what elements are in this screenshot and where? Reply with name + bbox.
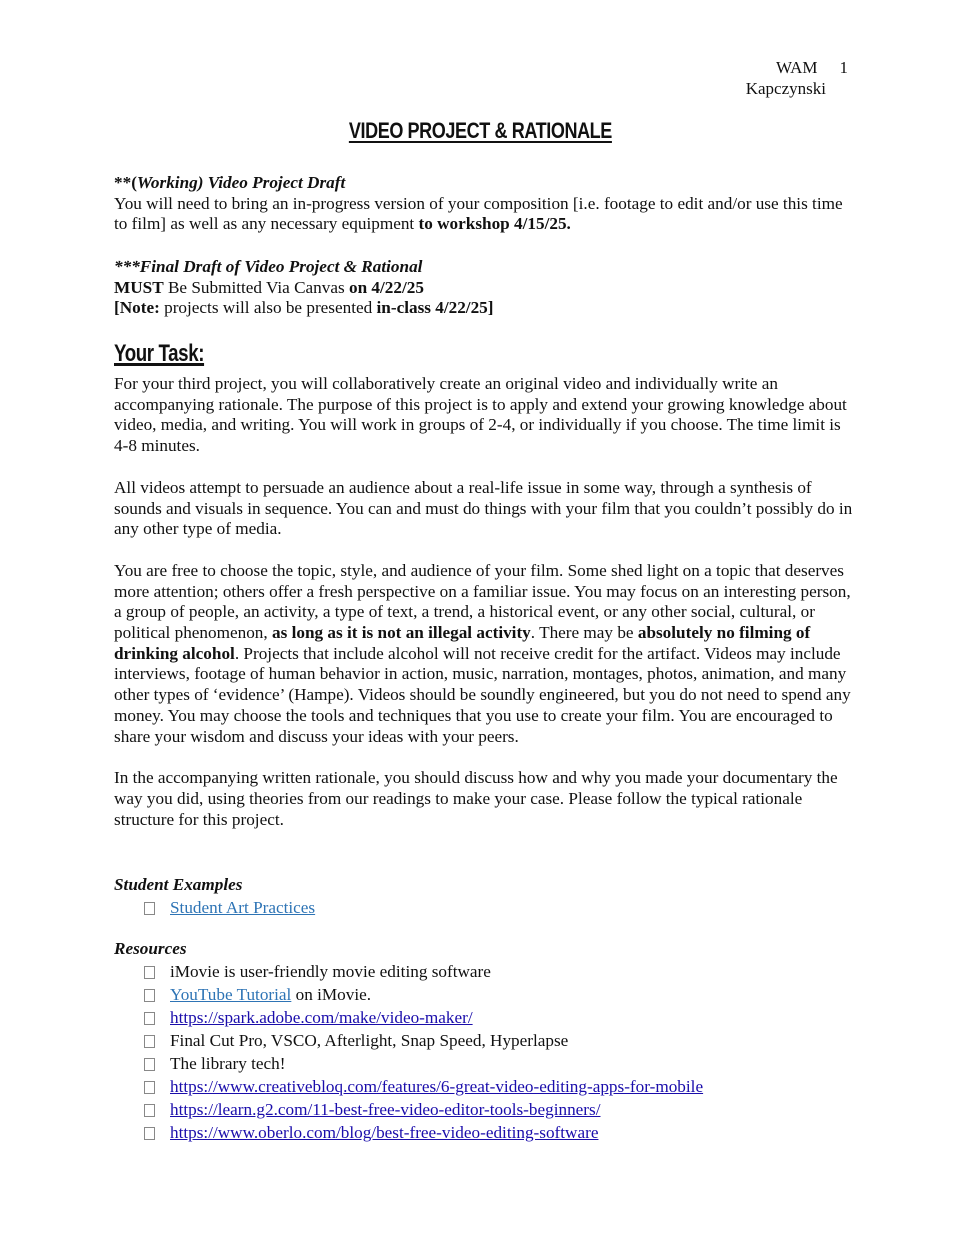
- list-item: [114, 1075, 854, 1098]
- working-draft-body: You will need to bring an in-progress version of your composition [i.e. footage to edit and/or use this time to film] as well as any necessary equipment to workshop 4/15/25.: [114, 193, 843, 234]
- student-examples-section: [114, 875, 854, 919]
- task-paragraph-3: You are free to choose the topic, style, and audience of your film. Some shed light on a topic that deserves more attention; others offer a fresh perspective on a familiar issue. You may focus on an interesting person, a group of people, an activity, a type of text, a trend, a historical event, or any other social, cultural, or political phenomenon, as long as it is not an illegal activity. There may be absolutely no filming of drinking alcohol. Projects that include alcohol will not receive credit for the artifact. Videos may include interviews, footage of human behavior in action, music, narration, montages, photos, animation, and many other types of ‘evidence’ (Hampe). Videos should be soundly engineered, but you do not need to spend any money. You may choose the tools and techniques that you use to create your film. You are encouraged to share your wisdom and discuss your ideas with your peers.: [114, 560, 851, 746]
- your-task-heading: Your Task:: [114, 340, 205, 367]
- bullet-box-icon: [144, 1012, 155, 1025]
- page-number: 1: [839, 58, 848, 77]
- list-item: The library tech!: [114, 1052, 854, 1075]
- bullet-box-icon: [144, 1127, 155, 1140]
- bullet-box-icon: [144, 1081, 155, 1094]
- bullet-box-icon: [144, 1035, 155, 1048]
- header-short-title: WAM: [775, 58, 818, 77]
- bullet-box-icon: [144, 902, 155, 915]
- list-item: iMovie is user-friendly movie editing software: [114, 960, 854, 983]
- task-section: [114, 374, 854, 830]
- resources-heading: Resources: [114, 939, 187, 958]
- adobe-spark-link[interactable]: https://spark.adobe.com/make/video-maker/: [170, 1007, 473, 1027]
- student-art-practices-link[interactable]: Student Art Practices: [170, 897, 316, 917]
- youtube-tutorial-link[interactable]: YouTube Tutorial: [170, 984, 292, 1004]
- oberlo-link[interactable]: https://www.oberlo.com/blog/best-free-video-editing-software: [170, 1122, 599, 1142]
- list-item: [114, 1098, 854, 1121]
- header-author: Kapczynski: [745, 79, 826, 98]
- final-draft-section: [114, 257, 854, 319]
- student-examples-heading: Student Examples: [114, 875, 243, 894]
- creativebloq-link[interactable]: https://www.creativebloq.com/features/6-great-video-editing-apps-for-mobile: [170, 1076, 704, 1096]
- final-draft-note: [Note: projects will also be presented in-class 4/22/25]: [114, 298, 494, 318]
- list-item: [114, 1121, 854, 1144]
- list-item: YouTube Tutorial on iMovie.: [114, 983, 854, 1006]
- resources-list: [114, 960, 854, 1144]
- resources-section: [114, 939, 854, 1144]
- page-header: [746, 57, 848, 99]
- list-item: [114, 1006, 854, 1029]
- task-paragraph-4: In the accompanying written rationale, you should discuss how and why you made your documentary the way you did, using theories from our readings to make your case. Please follow the typical rationale structure for this project.: [114, 768, 838, 829]
- g2-link[interactable]: https://learn.g2.com/11-best-free-video-editor-tools-beginners/: [170, 1099, 601, 1119]
- bullet-box-icon: [144, 1058, 155, 1071]
- task-paragraph-1: For your third project, you will collaboratively create an original video and individually write an accompanying rationale. The purpose of this project is to apply and extend your growing knowledge about video, media, and writing. You will work in groups of 2-4, or individually if you choose. The time limit is 4-8 minutes.: [114, 374, 847, 456]
- bullet-box-icon: [144, 966, 155, 979]
- working-draft-section: [114, 173, 854, 235]
- document-title: VIDEO PROJECT & RATIONALE: [348, 118, 612, 143]
- list-item: Final Cut Pro, VSCO, Afterlight, Snap Speed, Hyperlapse: [114, 1029, 854, 1052]
- final-draft-due: MUST Be Submitted Via Canvas on 4/22/25: [114, 277, 424, 297]
- bullet-box-icon: [144, 1104, 155, 1117]
- working-draft-heading: **(Working) Video Project Draft: [114, 173, 346, 192]
- final-draft-heading: ***Final Draft of Video Project & Rational: [114, 257, 423, 276]
- student-examples-list: [114, 896, 854, 919]
- task-paragraph-2: All videos attempt to persuade an audience about a real-life issue in some way, through a synthesis of sounds and visuals in sequence. You can and must do things with your film that you couldn’t possibly do in any other type of media.: [114, 477, 853, 539]
- bullet-box-icon: [144, 989, 155, 1002]
- list-item: [114, 896, 854, 919]
